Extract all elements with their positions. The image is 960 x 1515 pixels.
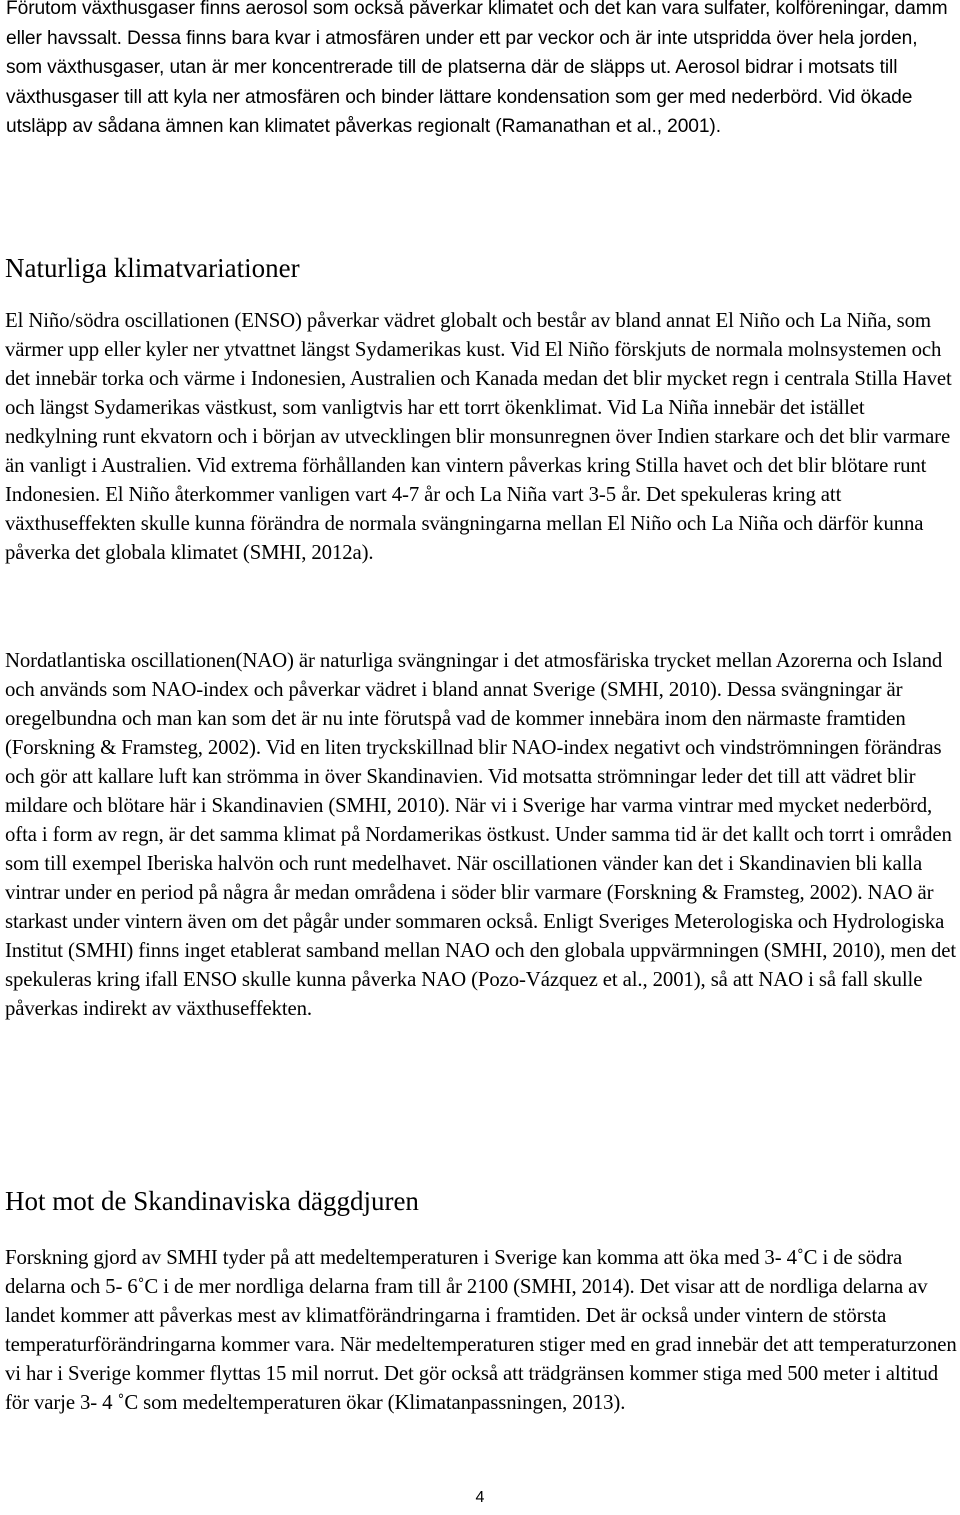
paragraph-temperature-forecast: Forskning gjord av SMHI tyder på att medeltemperaturen i Sverige kan komma att öka med 3- 4˚C i de södra delarna och 5- 6˚C i de mer nordliga delarna fram till år 2100 (SMHI, 2014). Det visar att de nordliga delarna av landet kommer att påverkas mest av klimatförändringarna i framtiden. Det är också under vintern de största temperaturförändringarna kommer vara. När medeltemperaturen stiger med en grad innebär det att temperaturzonen vi har i Sverige kommer flyttas 15 mil norrut. Det gör också att trädgränsen kommer stiga med 500 meter i altitud för varje 3- 4 ˚C som medeltemperaturen ökar (Klimatanpassningen, 2013). [5, 1246, 957, 1414]
page-number: 4 [475, 1489, 485, 1506]
section-heading-natural-climate-variations: Naturliga klimatvariationer [5, 253, 300, 283]
intro-paragraph: Förutom växthusgaser finns aerosol som också påverkar klimatet och det kan vara sulfater, kolföreningar, damm eller havssalt. Dessa finns bara kvar i atmosfären under ett par veckor och är inte utspridda över hela jorden, som växthusgaser, utan är mer koncentrerade till de platserna där de släpps ut. Aerosol bidrar i motsats till växthusgaser till att kyla ner atmosfären och binder lättare kondensation som ger med nederbörd. Vid ökade utsläpp av sådana ämnen kan klimatet påverkas regionalt (Ramanathan et al., 2001). [6, 0, 948, 138]
paragraph-enso: El Niño/södra oscillationen (ENSO) påverkar vädret globalt och består av bland annat El Niño och La Niña, som värmer upp eller kyler ner ytvattnet längst Sydamerikas kust. Vid El Niño förskjuts de normala molnsystemen och det innebär torka och värme i Indonesien, Australien och Kanada medan det blir mycket regn i centrala Stilla Havet och längst Sydamerikas västkust, som vanligtvis har ett torrt ökenklimat. Vid La Niña innebär det istället nedkylning runt ekvatorn och i början av utvecklingen blir monsunregnen över Indien starkare och det blir varmare än vanligt i Australien. Vid extrema förhållanden kan vintern påverkas kring Stilla havet och det blir blötare runt Indonesien. El Niño återkommer vanligen vart 4-7 år och La Niña vart 3-5 år. Det spekuleras kring att växthuseffekten skulle kunna förändra de normala svängningarna mellan El Niño och La Niña och därför kunna påverka det globala klimatet (SMHI, 2012a). [5, 309, 952, 564]
section-heading-threats-to-mammals: Hot mot de Skandinaviska däggdjuren [5, 1186, 419, 1216]
paragraph-nao: Nordatlantiska oscillationen(NAO) är naturliga svängningar i det atmosfäriska trycket mellan Azorerna och Island och används som NAO-index och påverkar vädret i bland annat Sverige (SMHI, 2010). Dessa svängningar är oregelbundna och man kan som det är nu inte förutspå vad de kommer innebära inom den närmaste framtiden (Forskning & Framsteg, 2002). Vid en liten tryckskillnad blir NAO-index negativt och vindströmningen förändras och gör att kallare luft kan strömma in över Skandinavien. Vid motsatta strömningar leder det till att vädret blir mildare och blötare här i Skandinavien (SMHI, 2010). När vi i Sverige har varma vintrar med mycket nederbörd, ofta i form av regn, är det samma klimat på Nordamerikas östkust. Under samma tid är det kallt och torrt i områden som till exempel Iberiska halvön och runt medelhavet. När oscillationen vänder kan det i Skandinavien bli kalla vintrar under en period på några år medan områdena i söder blir varmare (Forskning & Framsteg, 2002). NAO är starkast under vintern även om det pågår under sommaren också. Enligt Sveriges Meterologiska och Hydrologiska Institut (SMHI) finns inget etablerat samband mellan NAO och den globala uppvärmningen (SMHI, 2010), men det spekuleras kring ifall ENSO skulle kunna påverka NAO (Pozo-Vázquez et al., 2001), så att NAO i så fall skulle påverkas indirekt av växthuseffekten. [5, 649, 956, 1020]
